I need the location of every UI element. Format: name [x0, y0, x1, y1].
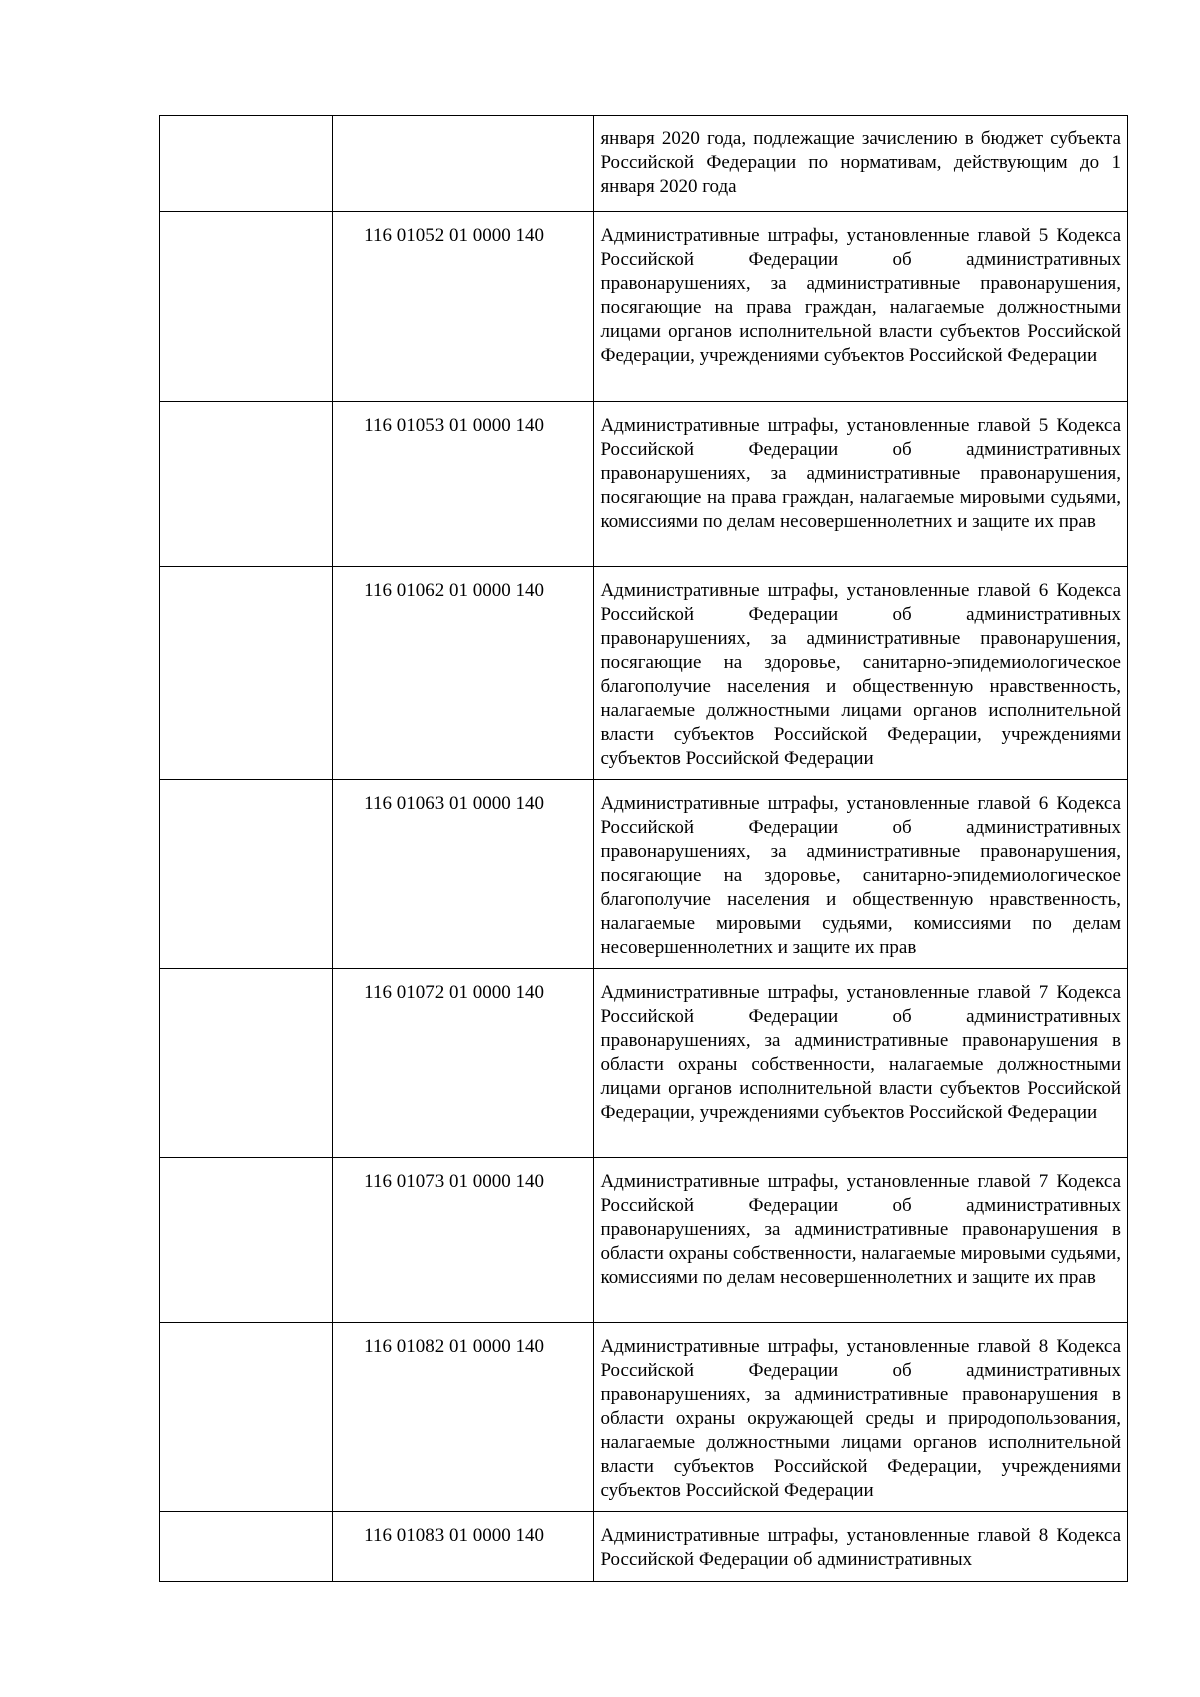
budget-code: 116 01053 01 0000 140: [364, 415, 544, 436]
table-cell-description: [594, 1323, 1128, 1512]
table-row: [160, 1158, 1128, 1323]
table-cell-description: [594, 567, 1128, 780]
table-cell-code: [333, 969, 594, 1158]
table-cell-description: [594, 969, 1128, 1158]
table-cell-empty: [160, 402, 333, 567]
table-row: [160, 1323, 1128, 1512]
table-cell-empty: [160, 1323, 333, 1512]
table-cell-description: [594, 1512, 1128, 1582]
table-cell-description: [594, 116, 1128, 212]
table-row: [160, 402, 1128, 567]
budget-code: 116 01072 01 0000 140: [364, 982, 544, 1003]
table-cell-code: [333, 1323, 594, 1512]
table-row: [160, 780, 1128, 969]
table-cell-description: [594, 402, 1128, 567]
budget-code: 116 01062 01 0000 140: [364, 580, 544, 601]
table-row: [160, 567, 1128, 780]
table-cell-code: [333, 116, 594, 212]
table-cell-code: [333, 1158, 594, 1323]
table-cell-code: [333, 780, 594, 969]
table-cell-code: [333, 567, 594, 780]
code-description: Административные штрафы, установленные главой 6 Кодекса Российской Федерации об административных правонарушениях, за административные правонарушения, посягающие на здоровье, санитарно-эпидемиологическое благополучие населения и общественную нравственность, налагаемые мировыми судьями, комиссиями по делам несовершеннолетних и защите их прав: [600, 793, 1121, 958]
table-row: [160, 212, 1128, 402]
code-description: Административные штрафы, установленные главой 5 Кодекса Российской Федерации об административных правонарушениях, за административные правонарушения, посягающие на права граждан, налагаемые должностными лицами органов исполнительной власти субъектов Российской Федерации, учреждениями субъектов Российской Федерации: [600, 225, 1121, 366]
table-cell-description: [594, 1158, 1128, 1323]
code-description: Административные штрафы, установленные главой 8 Кодекса Российской Федерации об административных: [600, 1525, 1121, 1570]
table-row: [160, 1512, 1128, 1582]
table-cell-empty: [160, 1512, 333, 1582]
table-cell-empty: [160, 212, 333, 402]
code-description: Административные штрафы, установленные главой 7 Кодекса Российской Федерации об административных правонарушениях, за административные правонарушения в области охраны собственности, налагаемые мировыми судьями, комиссиями по делам несовершеннолетних и защите их прав: [600, 1171, 1121, 1288]
budget-code: 116 01063 01 0000 140: [364, 793, 544, 814]
table-cell-empty: [160, 567, 333, 780]
budget-code: [333, 116, 593, 128]
code-description: Административные штрафы, установленные главой 5 Кодекса Российской Федерации об административных правонарушениях, за административные правонарушения, посягающие на права граждан, налагаемые мировыми судьями, комиссиями по делам несовершеннолетних и защите их прав: [600, 415, 1121, 532]
code-description: Административные штрафы, установленные главой 6 Кодекса Российской Федерации об административных правонарушениях, за административные правонарушения, посягающие на здоровье, санитарно-эпидемиологическое благополучие населения и общественную нравственность, налагаемые должностными лицами органов исполнительной власти субъектов Российской Федерации, учреждениями субъектов Российской Федерации: [600, 580, 1121, 769]
budget-codes-table: [159, 115, 1128, 1582]
code-description: Административные штрафы, установленные главой 8 Кодекса Российской Федерации об административных правонарушениях, за административные правонарушения в области охраны окружающей среды и природопользования, налагаемые должностными лицами органов исполнительной власти субъектов Российской Федерации, учреждениями субъектов Российской Федерации: [600, 1336, 1121, 1501]
table-cell-empty: [160, 116, 333, 212]
table-cell-code: [333, 402, 594, 567]
budget-code: 116 01083 01 0000 140: [364, 1525, 544, 1546]
table-row: [160, 969, 1128, 1158]
table-cell-description: [594, 780, 1128, 969]
table-cell-code: [333, 212, 594, 402]
table-cell-empty: [160, 780, 333, 969]
code-description: Административные штрафы, установленные главой 7 Кодекса Российской Федерации об административных правонарушениях, за административные правонарушения в области охраны собственности, налагаемые должностными лицами органов исполнительной власти субъектов Российской Федерации, учреждениями субъектов Российской Федерации: [600, 982, 1121, 1123]
table-cell-empty: [160, 969, 333, 1158]
table-cell-code: [333, 1512, 594, 1582]
table-cell-empty: [160, 1158, 333, 1323]
table-row: [160, 116, 1128, 212]
table-cell-description: [594, 212, 1128, 402]
budget-code: 116 01052 01 0000 140: [364, 225, 544, 246]
budget-code: 116 01073 01 0000 140: [364, 1171, 544, 1192]
budget-code: 116 01082 01 0000 140: [364, 1336, 544, 1357]
code-description: января 2020 года, подлежащие зачислению в бюджет субъекта Российской Федерации по нормативам, действующим до 1 января 2020 года: [600, 128, 1121, 197]
